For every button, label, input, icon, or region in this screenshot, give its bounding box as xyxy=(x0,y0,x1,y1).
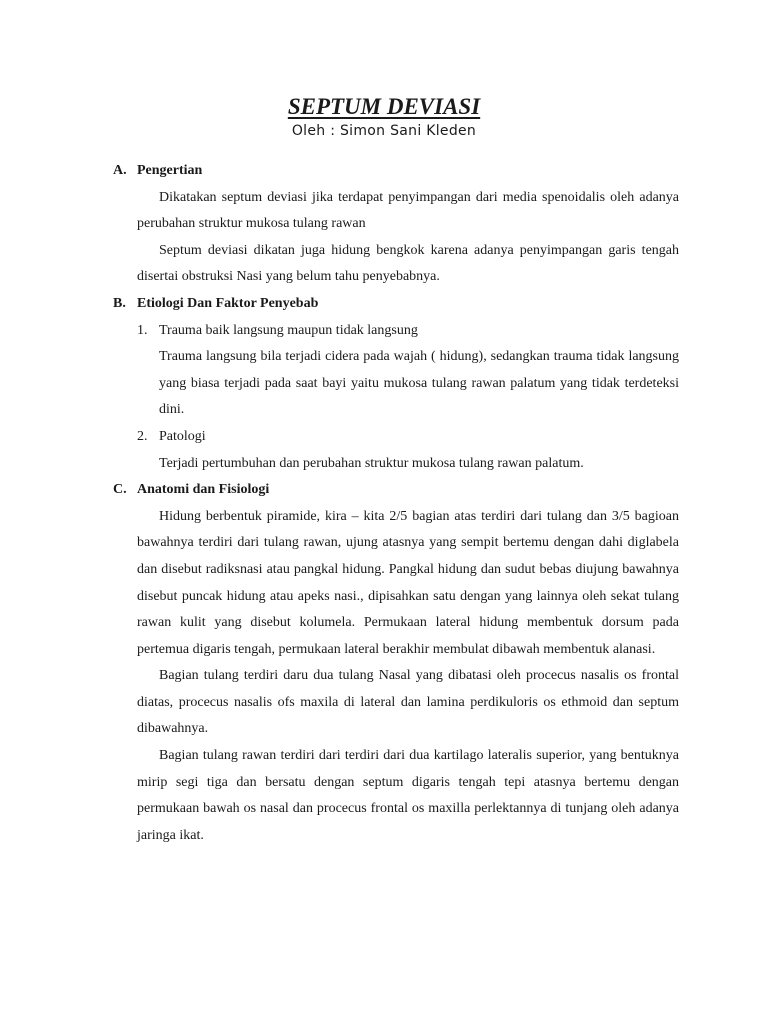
section-heading-etiologi xyxy=(113,291,679,318)
paragraph: Hidung berbentuk piramide, kira – kita 2/5 bagian atas terdiri dari tulang dan 3/5 bagioan bawahnya terdiri dari tulang rawan, ujung atasnya yang sempit bertemu dengan dahi diglabela dan disebut radiksnasi atau pangkal hidung. Pangkal hidung dan sudut bebas diujung bawahnya disebut puncak hidung atau apeks nasi., dipisahkan satu dengan yang lainnya oleh sekat tulang rawan kulit yang disebut kolumela. Permukaan lateral hidung membentuk dorsum pada pertemua digaris tengah, permukaan lateral berakhir membulat dibawah membentuk alanasi. xyxy=(137,508,679,657)
section-heading-pengertian xyxy=(113,158,679,185)
section-heading-anatomi xyxy=(113,477,679,504)
list-item-text: Trauma langsung bila terjadi cidera pada wajah ( hidung), sedangkan trauma tidak langsung yang biasa terjadi pada saat bayi yaitu mukosa tulang rawan palatum yang tidak terdeteksi dini. xyxy=(159,349,679,418)
list-item xyxy=(137,318,679,345)
section-letter: C. xyxy=(113,482,127,498)
section-letter: A. xyxy=(113,163,127,178)
list-item-label: Patologi xyxy=(159,428,206,444)
list-item-number: 2. xyxy=(137,428,148,444)
document-author: Oleh : Simon Sani Kleden xyxy=(291,123,477,139)
section-title: Anatomi dan Fisiologi xyxy=(137,482,270,498)
section-title: Pengertian xyxy=(137,163,203,178)
paragraph: Bagian tulang terdiri daru dua tulang Nasal yang dibatasi oleh procecus nasalis os frontal diatas, procecus nasalis ofs maxila di lateral dan lamina perdikuloris os ethmoid dan septum dibawahnya. xyxy=(137,668,679,737)
paragraph: Dikatakan septum deviasi jika terdapat penyimpangan dari media spenoidalis oleh adanya perubahan struktur mukosa tulang rawan xyxy=(137,189,679,232)
list-item-label: Trauma baik langsung maupun tidak langsung xyxy=(159,322,418,338)
list-item-text: Terjadi pertumbuhan dan perubahan struktur mukosa tulang rawan palatum. xyxy=(159,455,584,471)
document-title: SEPTUM DEVIASI xyxy=(287,94,481,119)
paragraph: Bagian tulang rawan terdiri dari terdiri dari dua kartilago lateralis superior, yang bentuknya mirip segi tiga dan bersatu dengan septum digaris tengah tepi atasnya bertemu dengan permukaan bawah os nasal dan procecus frontal os maxilla perlektannya di tunjang oleh adanya jaringa ikat. xyxy=(137,748,679,843)
paragraph: Septum deviasi dikatan juga hidung bengkok karena adanya penyimpangan garis tengah disertai obstruksi Nasi yang belum tahu penyebabnya. xyxy=(137,242,679,285)
list-item xyxy=(137,424,679,451)
section-letter: B. xyxy=(113,295,126,311)
list-item-number: 1. xyxy=(137,322,148,338)
document-body xyxy=(113,158,679,849)
section-title: Etiologi Dan Faktor Penyebab xyxy=(137,295,319,311)
